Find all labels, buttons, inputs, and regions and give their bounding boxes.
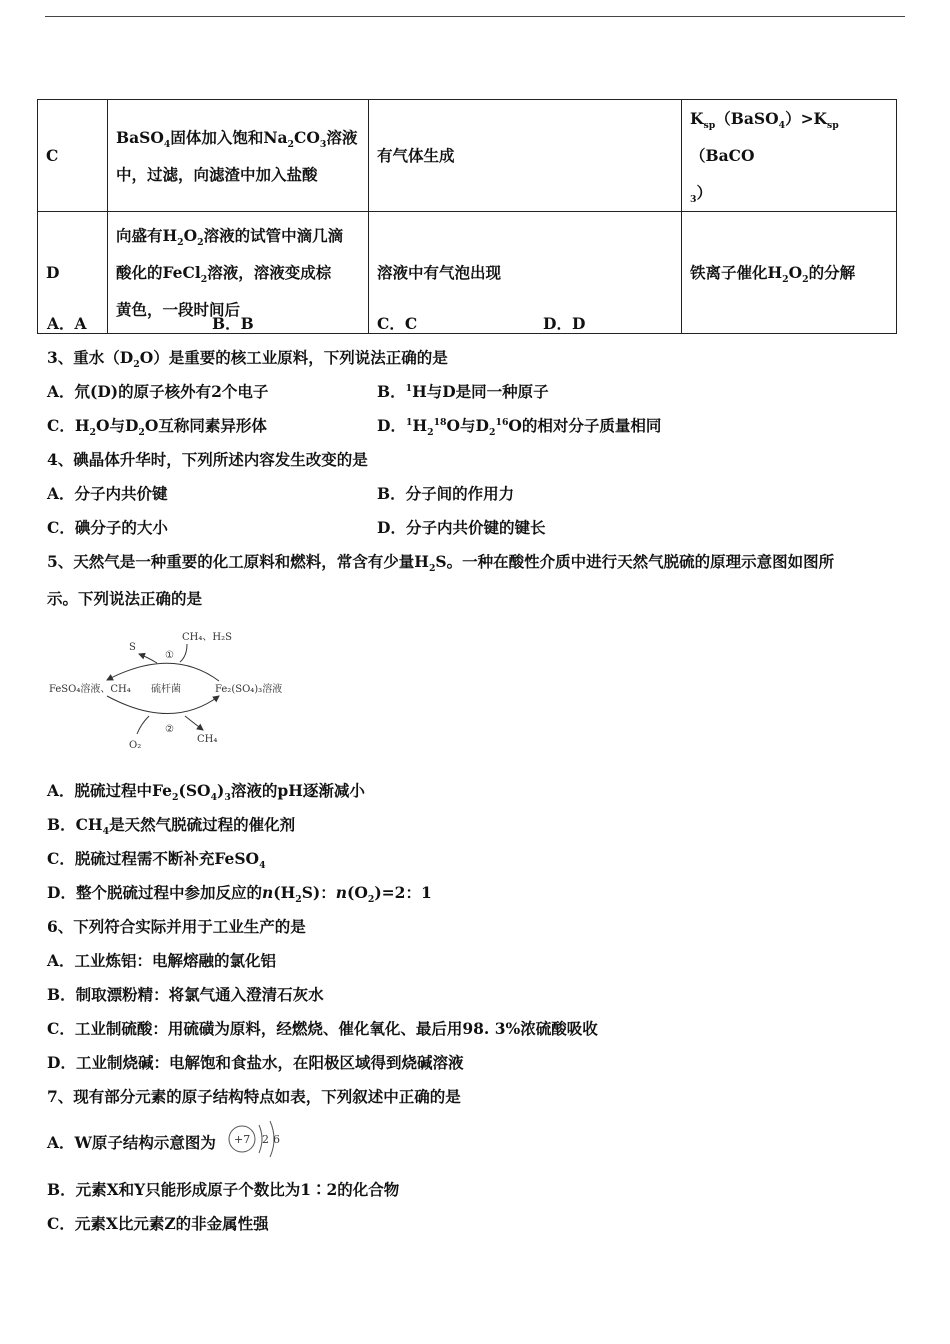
- row-label: D: [38, 212, 108, 334]
- o2-line: [137, 716, 149, 734]
- q2-option-a[interactable]: A．A: [47, 314, 87, 333]
- q5-option-a[interactable]: A．脱硫过程中$Fe_2(SO_4)_3$溶液的pH逐渐减小: [47, 781, 365, 804]
- q5-option-c[interactable]: C．脱硫过程需不断补充FeSO$_4$: [47, 849, 266, 872]
- shell1-electrons: 2: [262, 1133, 269, 1146]
- right-label: Fe₂(SO₄)₃溶液: [215, 684, 283, 695]
- q3-option-c[interactable]: C．$H_2O$与$D_2O$互称同素异形体: [47, 416, 267, 439]
- o2-label: O₂: [129, 740, 142, 751]
- q3-option-b[interactable]: B．$^1$H与D是同一种原子: [377, 382, 549, 401]
- center-label: 硫杆菌: [151, 684, 181, 695]
- q2-option-b[interactable]: B．B: [212, 314, 254, 333]
- q7-option-c[interactable]: C．元素X比元素Z的非金属性强: [47, 1214, 269, 1233]
- q7-option-b[interactable]: B．元素X和Y只能形成原子个数比为1∶2的化合物: [47, 1180, 400, 1199]
- q5-option-b[interactable]: B．$CH_4$是天然气脱硫过程的催化剂: [47, 815, 296, 838]
- ch4-out-label: CH₄: [197, 734, 218, 745]
- q5-stem-line2: 示。下列说法正确的是: [47, 589, 203, 608]
- q3-option-d[interactable]: D．$^1H_2^{18}O$与$D_2^{16}O$的相对分子质量相同: [377, 416, 662, 439]
- conclusion-cell: $K_{sp}(BaSO_4)>K_{sp}(BaCO$ $_3$）: [682, 100, 897, 212]
- desulfurization-diagram: [47, 626, 297, 756]
- q2-option-c[interactable]: C．C: [377, 314, 418, 333]
- lower-arc: [107, 696, 219, 714]
- s-arrow: [139, 654, 157, 663]
- q7-stem: 7、现有部分元素的原子结构特点如表，下列叙述中正确的是: [47, 1087, 461, 1106]
- q4-option-a[interactable]: A．分子内共价键: [47, 484, 168, 503]
- q4-stem: 4、碘晶体升华时，下列所述内容发生改变的是: [47, 450, 368, 469]
- operation-cell: BaSO$_4$固体加入饱和$Na_2CO_3$溶液 中，过滤，向滤渣中加入盐酸: [108, 100, 369, 212]
- phenomenon-cell: 溶液中有气泡出现: [369, 212, 682, 334]
- q2-option-d[interactable]: D．D: [543, 314, 586, 333]
- step1-label: ①: [165, 650, 174, 661]
- q6-option-d[interactable]: D．工业制烧碱：电解饱和食盐水，在阳极区域得到烧碱溶液: [47, 1053, 464, 1072]
- conclusion-cell: 铁离子催化$H_2O_2$的分解: [682, 212, 897, 334]
- q6-stem: 6、下列符合实际并用于工业生产的是: [47, 917, 306, 936]
- q7-option-a[interactable]: A．W原子结构示意图为: [47, 1133, 216, 1152]
- q4-option-d[interactable]: D．分子内共价键的键长: [377, 518, 546, 537]
- phenomenon-cell: 有气体生成: [369, 100, 682, 212]
- header-rule: [45, 16, 905, 17]
- row-label: C: [38, 100, 108, 212]
- q5-stem-line1: 5、天然气是一种重要的化工原料和燃料，常含有少量$H_2S$。一种在酸性介质中进行天然气脱硫的原理示意图如图所: [47, 552, 835, 575]
- q3-option-a[interactable]: A．氘(D)的原子核外有2个电子: [47, 382, 269, 401]
- q6-option-c[interactable]: C．工业制硫酸：用硫磺为原料，经燃烧、催化氧化、最后用98. 3%浓硫酸吸收: [47, 1019, 598, 1038]
- nucleus-charge: +7: [234, 1133, 251, 1146]
- ch4-arrow: [185, 716, 203, 730]
- q4-option-b[interactable]: B．分子间的作用力: [377, 484, 515, 503]
- experiment-table: [37, 99, 897, 334]
- operation-cell: 向盛有$H_2O_2$溶液的试管中滴几滴 酸化的FeCl$_2$溶液，溶液变成棕 黄色，一段时间后: [108, 212, 369, 334]
- step2-label: ②: [165, 724, 174, 735]
- q5-option-d[interactable]: D．整个脱硫过程中参加反应的$n(H_2S)$：$n(O_2)=2$：1: [47, 883, 432, 906]
- input-line: [180, 644, 187, 662]
- atom-structure-diagram: [226, 1117, 286, 1161]
- q6-option-a[interactable]: A．工业炼铝：电解熔融的氯化铝: [47, 951, 277, 970]
- shell2-electrons: 6: [273, 1133, 280, 1146]
- q3-stem: 3、重水$(D_2O)$是重要的核工业原料，下列说法正确的是: [47, 348, 448, 371]
- table-row: [38, 100, 897, 212]
- q6-option-b[interactable]: B．制取漂粉精：将氯气通入澄清石灰水: [47, 985, 324, 1004]
- input-label: CH₄、H₂S: [182, 632, 232, 643]
- table-row: [38, 212, 897, 334]
- left-label: FeSO₄溶液、CH₄: [49, 684, 131, 695]
- upper-arc: [107, 663, 219, 681]
- q4-option-c[interactable]: C．碘分子的大小: [47, 518, 168, 537]
- s-label: S: [129, 642, 136, 653]
